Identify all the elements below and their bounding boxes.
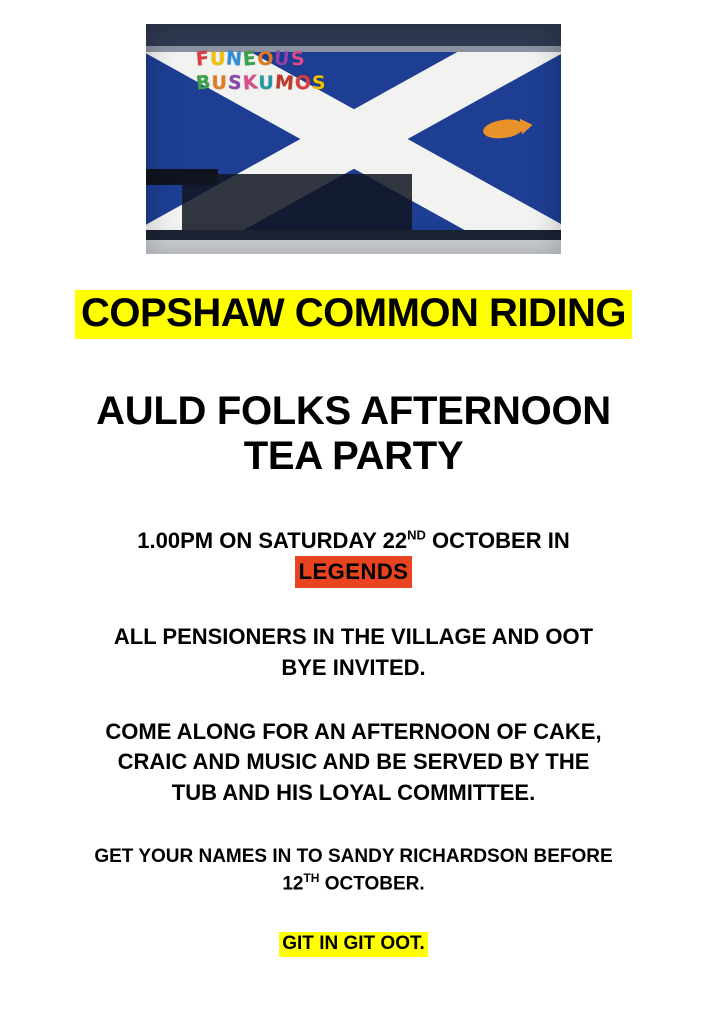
banner-letter: F [195, 47, 211, 71]
event-venue: LEGENDS [295, 556, 413, 588]
rsvp-day: 12 [282, 873, 304, 895]
banner-letter: S [311, 72, 327, 94]
invitation-line-2: BYE INVITED. [281, 654, 426, 680]
page-title: COPSHAW COMMON RIDING [75, 290, 632, 339]
headline-line-1: AULD FOLKS AFTERNOON [96, 389, 611, 433]
rsvp-line-2 [30, 870, 677, 898]
closing-slogan: GIT IN GIT OOT. [279, 932, 428, 957]
invitation-line-1: ALL PENSIONERS IN THE VILLAGE AND OOT [113, 624, 594, 650]
banner-letter: N [225, 47, 245, 71]
headline-line-2: TEA PARTY [243, 433, 464, 478]
banner-letter: E [242, 47, 259, 71]
event-venue-line [0, 556, 707, 588]
details-paragraph [0, 717, 707, 808]
event-title-band [0, 290, 707, 339]
closing-slogan-band [0, 932, 707, 957]
banner-letter: U [273, 47, 292, 71]
details-line-1: COME ALONG FOR AN AFTERNOON OF CAKE, [105, 719, 602, 745]
banner-letter: U [211, 72, 228, 94]
poster-page [0, 24, 707, 1024]
banner-letter: S [289, 47, 307, 71]
details-line-2: CRAIC AND MUSIC AND BE SERVED BY THE [117, 749, 590, 775]
banner-letter: S [227, 71, 244, 95]
event-datetime-line [0, 525, 707, 557]
banner-letter: O [293, 71, 313, 95]
event-datetime-block [0, 525, 707, 589]
details-line-3: TUB AND HIS LOYAL COMMITTEE. [171, 779, 536, 805]
rsvp-paragraph [0, 844, 707, 898]
rsvp-line-1: GET YOUR NAMES IN TO SANDY RICHARDSON BEFORE [94, 846, 613, 868]
banner-letter: O [257, 48, 275, 70]
banner-letter: U [209, 48, 227, 70]
rsvp-day-ordinal: TH [303, 871, 320, 886]
invitation-paragraph [0, 622, 707, 683]
banner-letter: B [195, 71, 213, 95]
saltire-flag-photo [146, 24, 561, 254]
headline [0, 389, 707, 479]
banner-letter: U [258, 72, 275, 94]
banner-letter: K [241, 71, 260, 95]
event-datetime-prefix: 1.00PM ON SATURDAY 22 [137, 527, 408, 553]
photo-vignette [146, 24, 561, 254]
event-datetime-suffix: OCTOBER IN [425, 527, 570, 553]
banner-letter: M [273, 71, 296, 95]
event-date-ordinal: ND [407, 527, 426, 543]
rsvp-tail: OCTOBER. [319, 873, 425, 895]
